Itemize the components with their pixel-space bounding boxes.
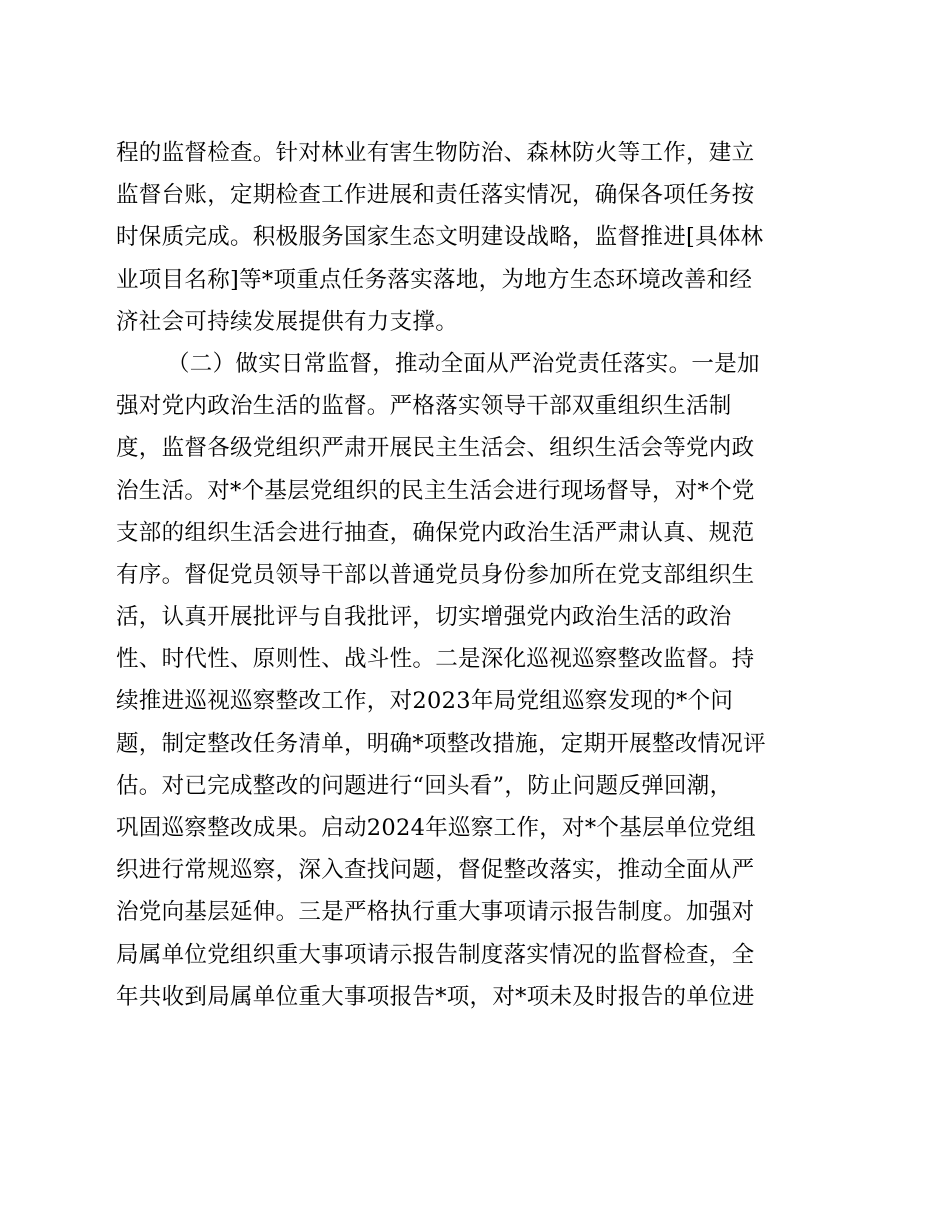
text-line: 有序。督促党员领导干部以普通党员身份参加所在党支部组织生 (116, 561, 755, 588)
text-line: 支部的组织生活会进行抽查，确保党内政治生活严肃认真、规范 (116, 519, 755, 546)
text-line: 年共收到局属单位重大事项报告*项，对*项未及时报告的单位进 (116, 983, 755, 1010)
paragraph-2 (116, 343, 836, 1018)
text-line: 程的监督检查。针对林业有害生物防治、森林防火等工作，建立 (116, 140, 755, 166)
text-line: 时保质完成。积极服务国家生态文明建设战略，监督推进[具体林 (116, 224, 764, 251)
text-line: 治生活。对*个基层党组织的民主生活会进行现场督导，对*个党 (116, 477, 755, 504)
text-line: 题，制定整改任务清单，明确*项整改措施，定期开展整改情况评 (116, 730, 766, 757)
text-line: 治党向基层延伸。三是严格执行重大事项请示报告制度。加强对 (116, 899, 755, 926)
text-line: 性、时代性、原则性、战斗性。二是深化巡视巡察整改监督。持 (116, 646, 755, 673)
text-line: 巩固巡察整改成果。启动2024年巡察工作，对*个基层单位党组 (116, 815, 757, 841)
text-line: 织进行常规巡察，深入查找问题，督促整改落实，推动全面从严 (116, 857, 755, 884)
text-line: 估。对已完成整改的问题进行“回头看”，防止问题反弹回潮， (116, 772, 733, 799)
text-line: 强对党内政治生活的监督。严格落实领导干部双重组织生活制 (116, 393, 732, 420)
paragraph-heading-line: （二）做实日常监督，推动全面从严治党责任落实。一是加 (167, 350, 760, 377)
text-line: 监督台账，定期检查工作进展和责任落实情况，确保各项任务按 (116, 182, 755, 209)
paragraph-1 (116, 132, 836, 343)
text-line: 续推进巡视巡察整改工作，对2023年局党组巡察发现的*个问 (116, 688, 734, 715)
text-line: 度，监督各级党组织严肃开展民主生活会、组织生活会等党内政 (116, 435, 755, 462)
text-line: 局属单位党组织重大事项请示报告制度落实情况的监督检查，全 (116, 941, 755, 968)
document-body (116, 132, 836, 1018)
text-line: 活，认真开展批评与自我批评，切实增强党内政治生活的政治 (116, 604, 732, 631)
text-line: 业项目名称]等*项重点任务落实落地，为地方生态环境改善和经 (116, 266, 753, 293)
text-line: 济社会可持续发展提供有力支撑。 (116, 308, 459, 335)
